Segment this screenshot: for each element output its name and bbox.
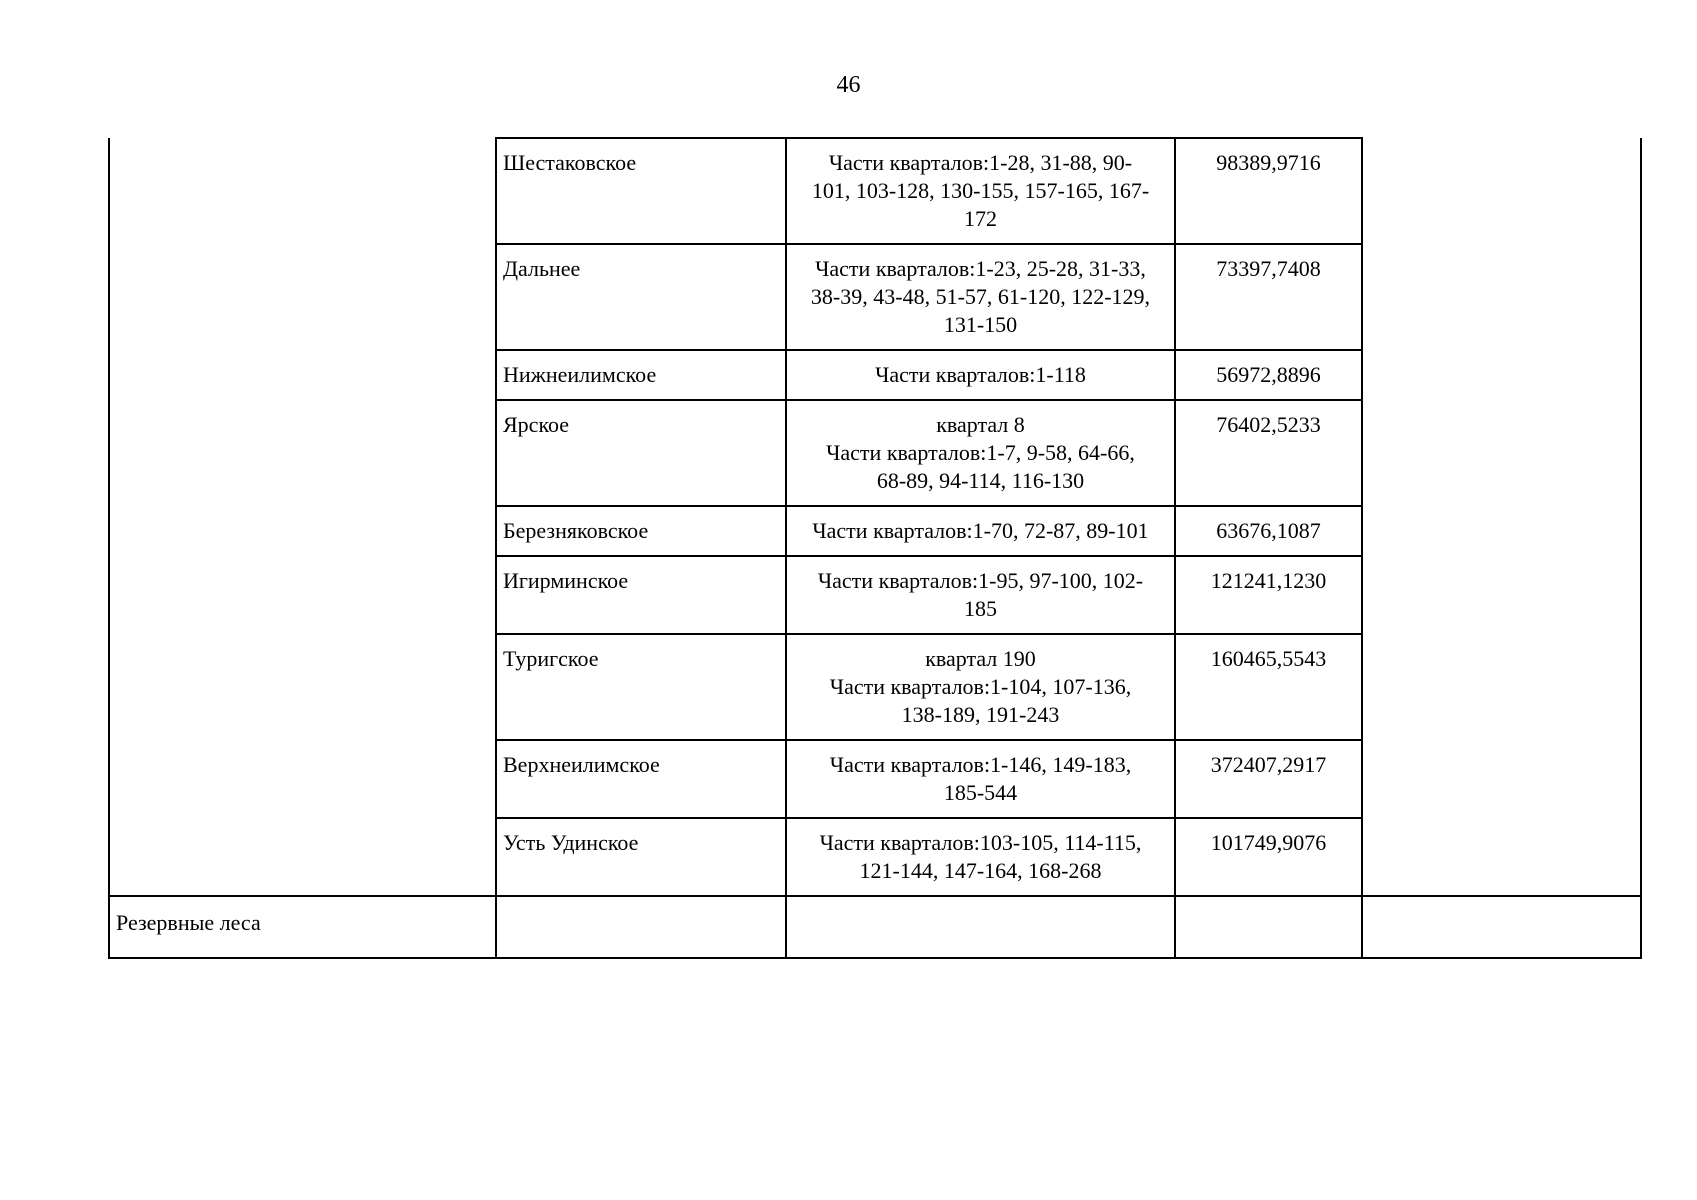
area-cell: 63676,1087 xyxy=(1175,506,1362,556)
quarters-cell xyxy=(786,506,1175,556)
table-body xyxy=(109,138,1641,958)
quarters-line: 172 xyxy=(964,206,997,231)
forestry-cell: Верхнеилимское xyxy=(496,740,786,818)
quarters-line: Части кварталов:1-23, 25-28, 31-33, xyxy=(815,256,1146,281)
area-cell: 372407,2917 xyxy=(1175,740,1362,818)
quarters-cell xyxy=(786,244,1175,350)
quarters-line: 185 xyxy=(964,596,997,621)
quarters-line: 68-89, 94-114, 116-130 xyxy=(876,468,1085,493)
quarters-cell xyxy=(786,818,1175,896)
quarters-cell xyxy=(786,138,1175,244)
forestry-cell: Игирминское xyxy=(496,556,786,634)
quarters-line: Части кварталов:1-118 xyxy=(875,362,1086,387)
area-cell: 160465,5543 xyxy=(1175,634,1362,740)
forestry-cell: Усть Удинское xyxy=(496,818,786,896)
quarters-line: 121-144, 147-164, 168-268 xyxy=(859,858,1102,883)
quarters-line: Части кварталов:103-105, 114-115, xyxy=(819,830,1142,855)
quarters-line: квартал 8 xyxy=(936,412,1025,437)
forestry-cell: Шестаковское xyxy=(496,138,786,244)
quarters-cell xyxy=(786,740,1175,818)
quarters-line: квартал 190 xyxy=(925,646,1036,671)
reserve-notes-cell xyxy=(1362,896,1641,958)
page-number: 46 xyxy=(836,72,861,98)
category-cell-empty xyxy=(109,138,496,896)
area-cell: 73397,7408 xyxy=(1175,244,1362,350)
forestry-cell: Нижнеилимское xyxy=(496,350,786,400)
quarters-line: 131-150 xyxy=(943,312,1018,337)
quarters-line: 185-544 xyxy=(943,780,1018,805)
quarters-line: Части кварталов:1-70, 72-87, 89-101 xyxy=(812,518,1149,543)
quarters-line: Части кварталов:1-95, 97-100, 102- xyxy=(817,568,1144,593)
area-cell: 76402,5233 xyxy=(1175,400,1362,506)
quarters-cell xyxy=(786,350,1175,400)
quarters-line: Части кварталов:1-28, 31-88, 90- xyxy=(828,150,1133,175)
quarters-line: Части кварталов:1-146, 149-183, xyxy=(829,752,1132,777)
forestry-cell: Туригское xyxy=(496,634,786,740)
forestry-cell: Дальнее xyxy=(496,244,786,350)
quarters-cell xyxy=(786,556,1175,634)
notes-cell-empty xyxy=(1362,138,1641,896)
quarters-line: 38-39, 43-48, 51-57, 61-120, 122-129, xyxy=(810,284,1151,309)
area-cell: 101749,9076 xyxy=(1175,818,1362,896)
area-cell: 98389,9716 xyxy=(1175,138,1362,244)
reserve-quarters-cell xyxy=(786,896,1175,958)
forestry-cell: Березняковское xyxy=(496,506,786,556)
forestry-cell: Ярское xyxy=(496,400,786,506)
area-cell: 56972,8896 xyxy=(1175,350,1362,400)
table-row xyxy=(109,138,1641,244)
reserve-area-cell xyxy=(1175,896,1362,958)
quarters-line: 138-189, 191-243 xyxy=(901,702,1060,727)
reserve-row xyxy=(109,896,1641,958)
quarters-line: Части кварталов:1-104, 107-136, xyxy=(829,674,1132,699)
quarters-line: Части кварталов:1-7, 9-58, 64-66, xyxy=(826,440,1135,465)
forest-table xyxy=(108,137,1642,959)
reserve-label-cell: Резервные леса xyxy=(109,896,496,958)
area-cell: 121241,1230 xyxy=(1175,556,1362,634)
reserve-forestry-cell xyxy=(496,896,786,958)
quarters-line: 101, 103-128, 130-155, 157-165, 167- xyxy=(811,178,1150,203)
quarters-cell xyxy=(786,400,1175,506)
quarters-cell xyxy=(786,634,1175,740)
